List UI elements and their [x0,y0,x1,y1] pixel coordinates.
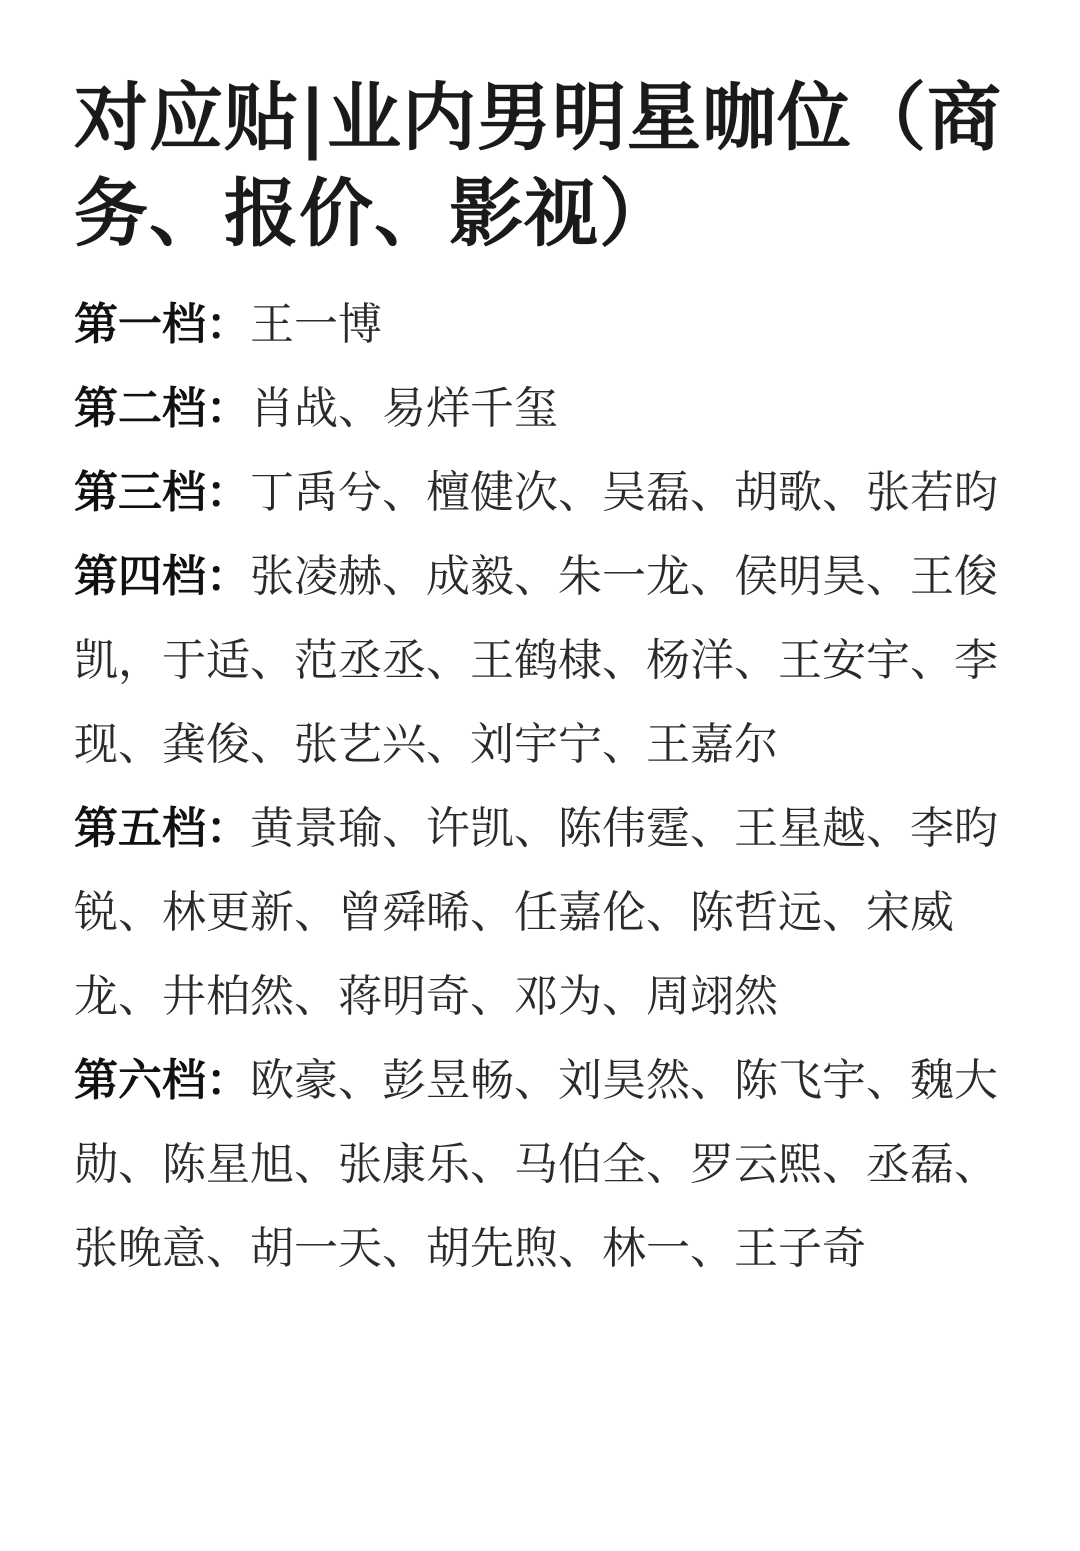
article-body [74,283,1034,1291]
tier-names: 肖战、易烊千玺 [250,383,558,434]
tier-label: 第五档： [74,803,250,854]
tier-label: 第三档： [74,467,250,518]
tier-names: 王一博 [250,299,382,350]
tier-names: 丁禹兮、檀健次、吴磊、胡歌、张若昀 [250,467,998,518]
article [74,70,1034,1291]
tier-3 [74,451,1034,535]
tier-names: 黄景瑜、许凯、陈伟霆、王星越、李昀锐、林更新、曾舜晞、任嘉伦、陈哲远、宋威龙、井柏然、蒋明奇、邓为、周翊然 [74,803,998,1022]
tier-label: 第六档： [74,1055,250,1106]
tier-names: 张凌赫、成毅、朱一龙、侯明昊、王俊凯，于适、范丞丞、王鹤棣、杨洋、王安宇、李现、龚俊、张艺兴、刘宇宁、王嘉尔 [74,551,998,770]
tier-4 [74,535,1034,787]
tier-1 [74,283,1034,367]
tier-label: 第四档： [74,551,250,602]
tier-label: 第二档： [74,383,250,434]
tier-2 [74,367,1034,451]
tier-names: 欧豪、彭昱畅、刘昊然、陈飞宇、魏大勋、陈星旭、张康乐、马伯全、罗云熙、丞磊、张晚意、胡一天、胡先煦、林一、王子奇 [74,1055,998,1274]
tier-5 [74,787,1034,1039]
tier-6 [74,1039,1034,1291]
tier-label: 第一档： [74,299,250,350]
article-title: 对应贴|业内男明星咖位（商务、报价、影视） [74,75,1003,257]
